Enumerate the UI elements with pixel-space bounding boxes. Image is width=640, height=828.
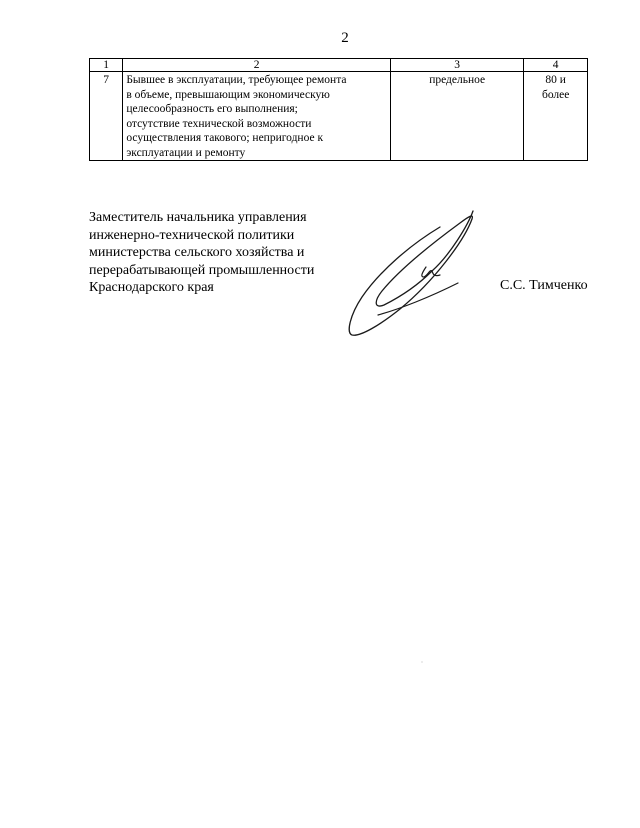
description-line: осуществления такового; непригодное к — [126, 132, 324, 144]
description-line: эксплуатации и ремонту — [126, 146, 246, 159]
signer-title-line: перерабатывающей промышленности — [89, 262, 315, 278]
table-row — [90, 72, 588, 161]
signer-title-line: инженерно-технической политики — [89, 227, 295, 243]
description-line: в объеме, превышающим экономическую — [126, 88, 330, 101]
signer-name: С.С. Тимченко — [500, 278, 588, 293]
row-number: 7 — [90, 72, 123, 161]
table-header-cell: 4 — [524, 59, 588, 72]
signer-title-line: Заместитель начальника управления — [89, 210, 307, 225]
table-header-row — [90, 59, 588, 72]
description-line: отсутствие технической возможности — [126, 117, 312, 130]
row-value — [524, 72, 588, 161]
signer-title-line: Краснодарского края — [89, 280, 214, 295]
handwritten-signature — [340, 205, 490, 345]
page-number: 2 — [341, 30, 349, 46]
description-line: целесообразность его выполнения; — [126, 103, 298, 115]
condition-table — [89, 58, 588, 161]
table-header-cell: 1 — [90, 59, 123, 72]
table-header-cell: 3 — [391, 59, 524, 72]
row-description — [123, 72, 391, 161]
value-line: более — [541, 88, 570, 101]
signer-title-line: министерства сельского хозяйства и — [89, 245, 305, 260]
description-line: Бывшее в эксплуатации, требующее ремонта — [126, 74, 347, 86]
signer-title — [89, 209, 314, 297]
scan-speck — [420, 660, 424, 664]
value-line: 80 и — [545, 74, 566, 86]
table-header-cell: 2 — [123, 59, 391, 72]
row-category: предельное — [391, 72, 524, 161]
